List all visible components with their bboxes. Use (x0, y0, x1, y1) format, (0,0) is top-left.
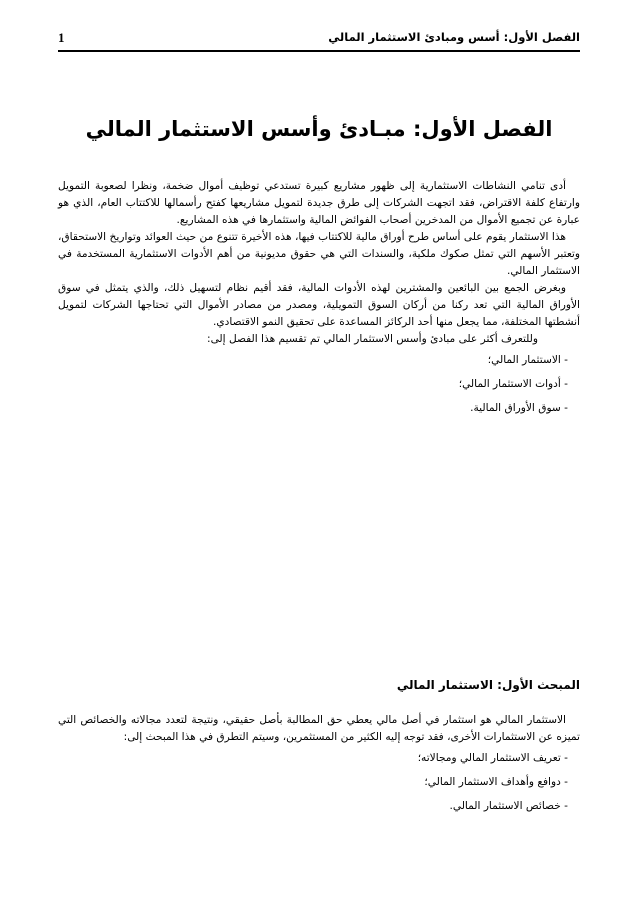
paragraph: أدى تنامي النشاطات الاستثمارية إلى ظهور مشاريع كبيرة تستدعي توظيف أموال ضخمة، ونظرا لصعوبة التمويل وارتفاع كلفة الاقتراض، فقد اتجهت الشركات إلى طرق جديدة لتمويل مشاريعها كفتح رأسمالها للاكتتاب العام، الذي هو عبارة عن تجميع الأموال من المدخرين أصحاب الفوائض المالية واستثمارها في هذه المشاريع. (58, 180, 580, 226)
running-header (58, 30, 580, 52)
list-item: - تعريف الاستثمار المالي ومجالاته؛ (417, 752, 568, 764)
list-item: - دوافع وأهداف الاستثمار المالي؛ (424, 776, 568, 788)
section-heading: المبحث الأول: الاستثمار المالي (396, 678, 580, 692)
list-item: - أدوات الاستثمار المالي؛ (458, 378, 568, 390)
chapter-division-intro: وللتعرف أكثر على مبادئ وأسس الاستثمار المالي تم تقسيم هذا الفصل إلى: (207, 333, 538, 345)
chapter-title: الفصل الأول: مبـادئ وأسس الاستثمار المالي (85, 117, 553, 141)
chapter-topics-list (58, 348, 580, 420)
header-title: الفصل الأول: أسس ومبادئ الاستثمار المالي (328, 30, 580, 44)
paragraph: هذا الاستثمار يقوم على أساس طرح أوراق مالية للاكتتاب فيها، هذه الأخيرة تتنوع من حيث العوائد وتواريخ الاستحقاق، وتعتبر الأسهم التي تمثل صكوك ملكية، والسندات التي هي حقوق مديونية من أهم الأدوات الاستثمارية المستخدمة في الاستثمار المالي. (58, 231, 580, 277)
section-topics-list (58, 746, 580, 818)
paragraph: وبغرض الجمع بين البائعين والمشترين لهذه الأدوات المالية، فقد أقيم نظام لتسهيل ذلك، والذي يتمثل في سوق الأوراق المالية التي تعد ركنا من أركان السوق التمويلية، ومصدر من مصادر الأموال التي تحتاجها الشركات لتمويل أنشطتها المختلفة، مما يجعل منها أحد الركائز المساعدة على تحقيق النمو الاقتصادي. (58, 282, 580, 328)
chapter-intro (58, 178, 580, 420)
page-number: 1 (58, 30, 65, 45)
list-item: - سوق الأوراق المالية. (470, 402, 568, 414)
list-item: - خصائص الاستثمار المالي. (449, 800, 568, 812)
section-body (58, 712, 580, 818)
paragraph: الاستثمار المالي هو استثمار في أصل مالي يعطي حق المطالبة بأصل حقيقي، ونتيجة لتعدد مجالاته والخصائص التي تميزه عن الاستثمارات الأخرى، فقد توجه إليه الكثير من المستثمرين، وسيتم التطرق في هذا المبحث إلى: (58, 714, 580, 743)
list-item: - الاستثمار المالي؛ (487, 354, 568, 366)
